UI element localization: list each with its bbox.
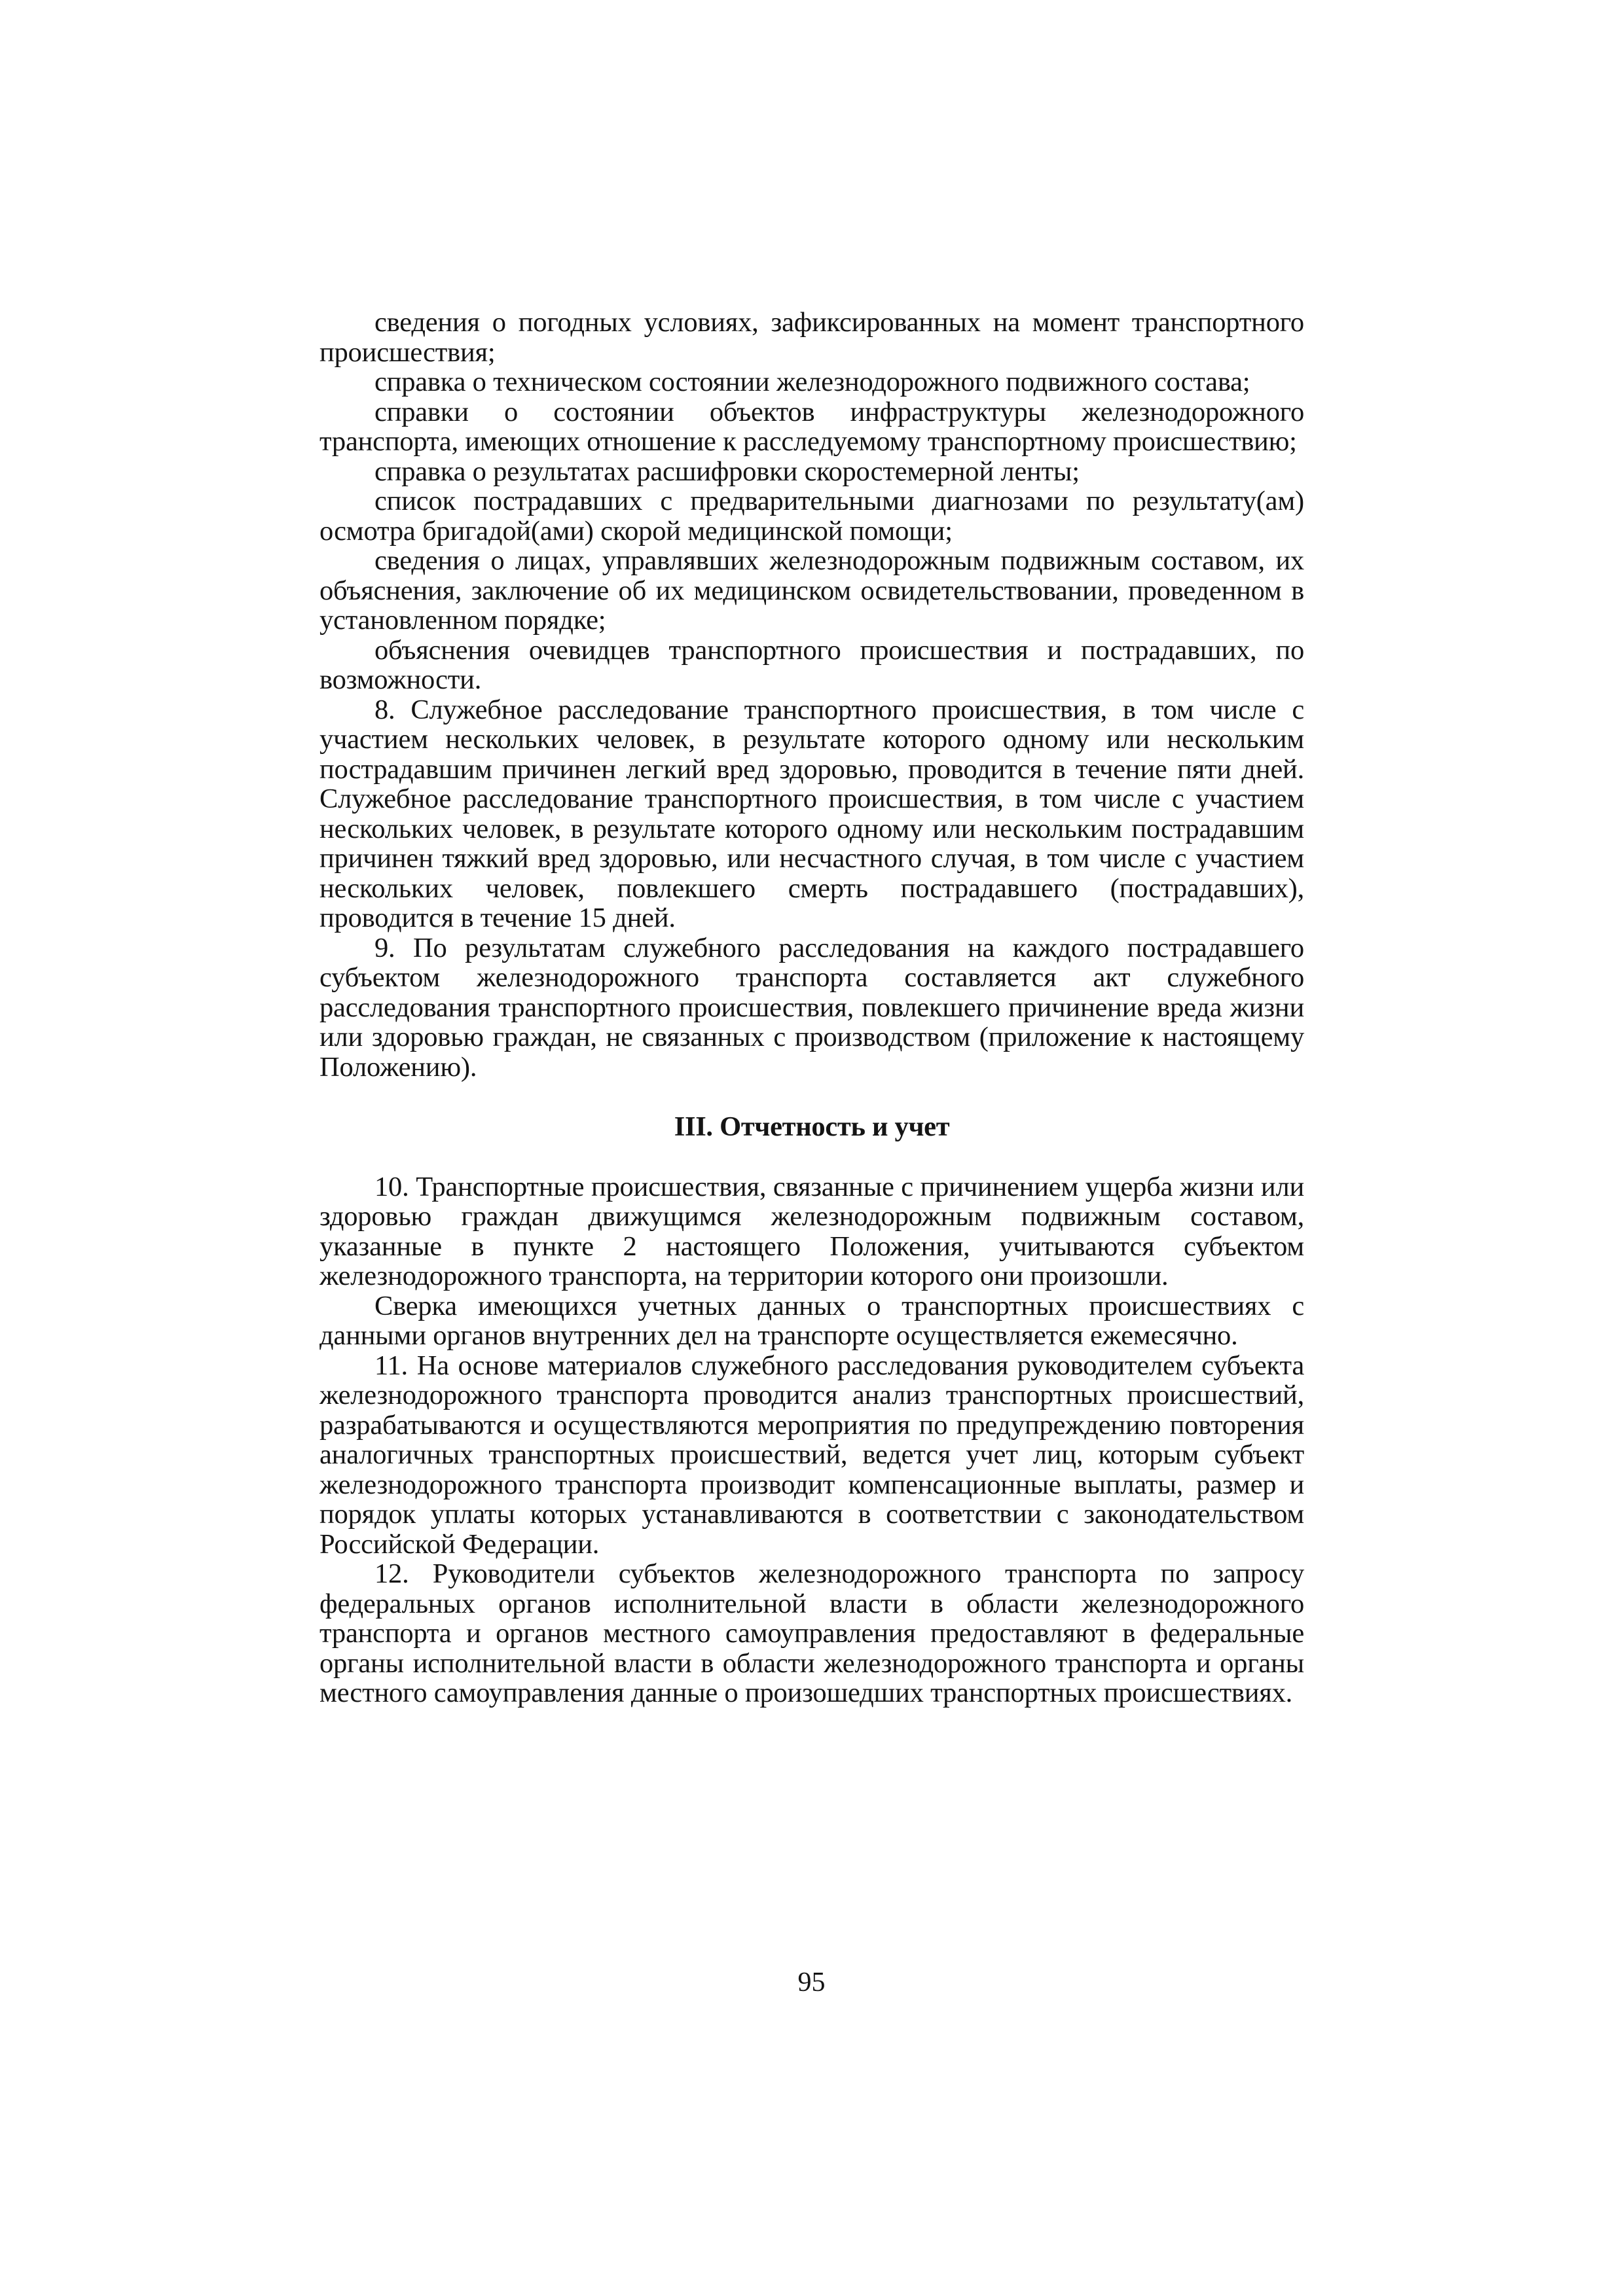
- clause-12: 12. Руководители субъектов железнодорожного транспорта по запросу федеральных органов исполнительной власти в области железнодорожного транспорта и органов местного самоуправления предоставляют в федеральные органы исполнительной власти в области железнодорожного транспорта и органы местного самоуправления данные о произошедших транспортных происшествиях.: [319, 1558, 1304, 1708]
- list-item: сведения о погодных условиях, зафиксированных на момент транспортного происшествия;: [319, 307, 1304, 368]
- list-item: справки о состоянии объектов инфраструктуры железнодорожного транспорта, имеющих отношение к расследуемому транспортному происшествию;: [319, 396, 1304, 457]
- document-page: [319, 308, 1304, 1708]
- clause-10: 10. Транспортные происшествия, связанные с причинением ущерба жизни или здоровью граждан движущимся железнодорожным подвижным составом, указанные в пункте 2 настоящего Положения, учитываются субъектом железнодорожного транспорта, на территории которого они произошли.: [319, 1171, 1304, 1291]
- clause-10-reconciliation: Сверка имеющихся учетных данных о транспортных происшествиях с данными органов внутренних дел на транспорте осуществляется ежемесячно.: [319, 1290, 1304, 1351]
- clause-9: 9. По результатам служебного расследования на каждого пострадавшего субъектом железнодорожного транспорта составляется акт служебного расследования транспортного происшествия, повлекшего причинение вреда жизни или здоровью граждан, не связанных с производством (приложение к настоящему Положению).: [319, 932, 1304, 1083]
- list-item: объяснения очевидцев транспортного происшествия и пострадавших, по возможности.: [319, 634, 1304, 695]
- page-number: 95: [797, 1967, 826, 1998]
- clause-8: 8. Служебное расследование транспортного происшествия, в том числе с участием нескольких человек, в результате которого одному или нескольким пострадавшим причинен легкий вред здоровью, проводится в течение пяти дней. Служебное расследование транспортного происшествия, в том числе с участием нескольких человек, в результате которого одному или нескольким пострадавшим причинен тяжкий вред здоровью, или несчастного случая, в том числе с участием нескольких человек, повлекшего смерть пострадавшего (пострадавших), проводится в течение 15 дней.: [319, 694, 1304, 933]
- list-item: справка о результатах расшифровки скоростемерной ленты;: [374, 456, 1080, 487]
- list-item: список пострадавших с предварительными диагнозами по результату(ам) осмотра бригадой(ами) скорой медицинской помощи;: [319, 486, 1304, 547]
- section-heading: III. Отчетность и учет: [674, 1111, 950, 1142]
- clause-11: 11. На основе материалов служебного расследования руководителем субъекта железнодорожного транспорта проводится анализ транспортных происшествий, разрабатываются и осуществляются мероприятия по предупреждению повторения аналогичных транспортных происшествий, ведется учет лиц, которым субъект железнодорожного транспорта производит компенсационные выплаты, размер и порядок уплаты которых устанавливаются в соответствии с законодательством Российской Федерации.: [319, 1350, 1304, 1560]
- list-item: справка о техническом состоянии железнодорожного подвижного состава;: [374, 367, 1250, 397]
- list-item: сведения о лицах, управлявших железнодорожным подвижным составом, их объяснения, заключение об их медицинском освидетельствовании, проведенном в установленном порядке;: [319, 545, 1304, 636]
